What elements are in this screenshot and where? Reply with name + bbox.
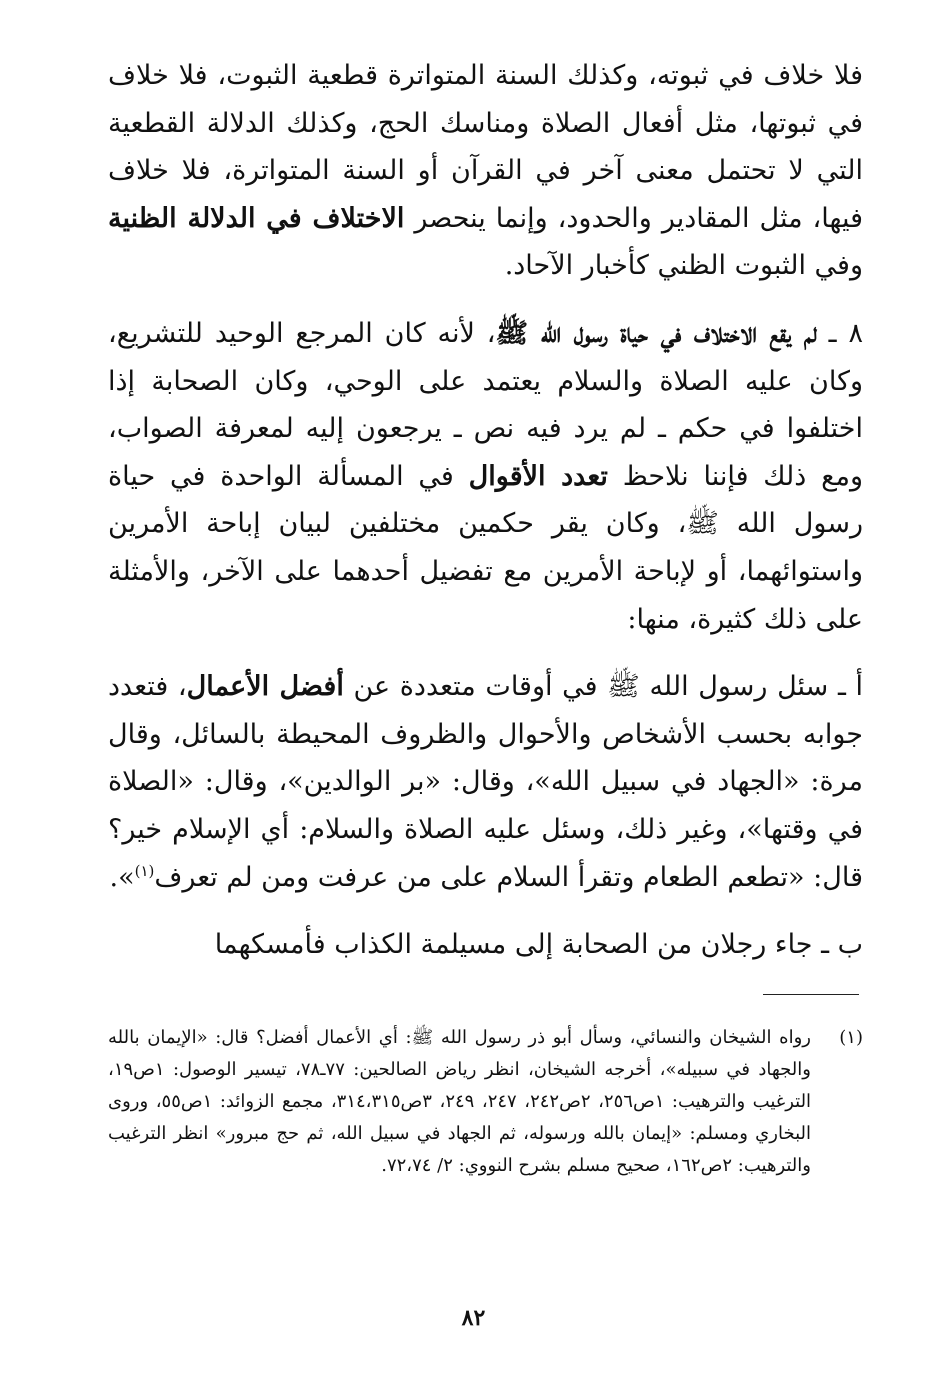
paragraph-2-text: ، لأنه كان المرجع الوحيد للتشريع، وكان عليه الصلاة والسلام يعتمد على الوحي، وكان الصحابة إذا اختلفوا في حكم ـ لم يرد فيه نص ـ يرجعون إليه لمعرفة الصواب، ومع ذلك فإننا نلاحظ xyxy=(108,317,863,492)
paragraph-2-number: ٨ ـ xyxy=(816,317,863,349)
main-text xyxy=(108,52,863,969)
paragraph-4 xyxy=(108,921,863,969)
paragraph-3-bold: أفضل الأعمال xyxy=(186,671,344,703)
paragraph-3-text-mid: ، فتعدد جوابه بحسب الأشخاص والأحوال والظروف المحيطة بالسائل، وقال مرة: «الجهاد في سبيل الله»، وقال: «بر الوالدين»، وقال: «الصلاة في وقتها»، وغير ذلك، وسئل عليه الصلاة والسلام: أي الإسلام خير؟ قال: «تطعم الطعام وتقرأ السلام على من عرفت ومن لم تعرف xyxy=(108,671,863,893)
paragraph-3 xyxy=(108,663,863,901)
paragraph-3-text: أ ـ سئل رسول الله ﷺ في أوقات متعددة عن xyxy=(343,671,864,703)
footnote-divider xyxy=(763,994,859,995)
paragraph-1-text: فلا خلاف في ثبوته، وكذلك السنة المتواترة قطعية الثبوت، فلا خلاف في ثبوتها، مثل أفعال الصلاة ومناسك الحج، وكذلك الدلالة القطعية التي لا تحتمل معنى آخر في القرآن أو السنة المتواترة، فلا خلاف فيها، مثل المقادير والحدود، وإنما ينحصر xyxy=(108,60,863,234)
page-number: ٨٢ xyxy=(461,1305,486,1331)
paragraph-4-text: ب ـ جاء رجلان من الصحابة إلى مسيلمة الكذاب فأمسكهما xyxy=(214,929,863,961)
paragraph-2-text-end: في المسألة الواحدة في حياة رسول الله ﷺ، وكان يقر حكمين مختلفين لبيان إباحة الأمرين واستوائهما، أو لإباحة الأمرين مع تفضيل أحدهما على الآخر، والأمثلة على ذلك كثيرة، منها: xyxy=(108,460,863,635)
footnote-number: (١) xyxy=(839,1027,863,1048)
paragraph-2 xyxy=(108,310,863,643)
paragraph-2-heading-bold: لم يقع الاختلاف في حياة رسول الله ﷺ xyxy=(495,317,817,349)
paragraph-2-bold: تعدد الأقوال xyxy=(468,460,608,492)
paragraph-1-text-end: وفي الثبوت الظني كأخبار الآحاد. xyxy=(504,250,863,282)
paragraph-1 xyxy=(108,52,863,290)
footnotes xyxy=(108,1022,863,1182)
footnote-text: رواه الشيخان والنسائي، وسأل أبو ذر رسول الله ﷺ: أي الأعمال أفضل؟ قال: «الإيمان بالله والجهاد في سبيله»، أخرجه الشيخان، انظر رياض الصالحين: ٧٧ـ٧٨، تيسير الوصول: ١ص١٩، الترغيب والترهيب: ١ص٢٥٦، ٢ص٢٤٢، ٢٤٧، ٢٤٩، ٣ص٣١٤،٣١٥، مجمع الزوائد: ١ص٥٥، وروى البخاري ومسلم: «إيمان بالله ورسوله، ثم الجهاد في سبيل الله، ثم حج مبرور» انظر الترغيب والترهيب: ٢ص١٦٢، صحيح مسلم بشرح النووي: ٢/ ٧٢،٧٤. xyxy=(108,1027,812,1176)
paragraph-3-text-end: ». xyxy=(109,861,135,893)
footnote-reference[interactable]: (١) xyxy=(134,861,155,880)
paragraph-1-bold: الاختلاف في الدلالة الظنية xyxy=(108,202,405,234)
footnote-1 xyxy=(108,1022,863,1182)
